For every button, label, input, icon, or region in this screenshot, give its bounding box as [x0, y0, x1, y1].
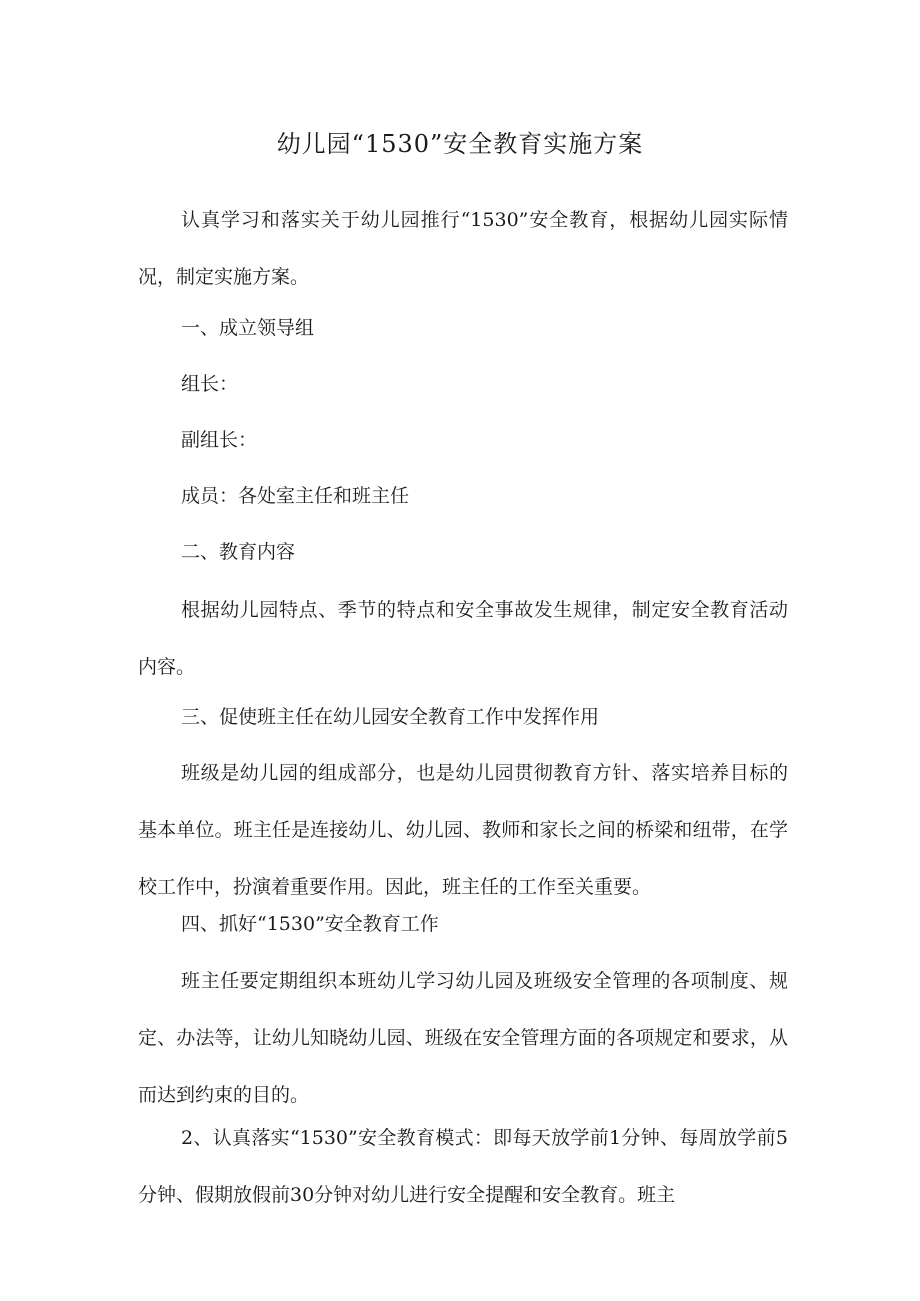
paragraph-class-role: 班级是幼儿园的组成部分，也是幼儿园贯彻教育方针、落实培养目标的基本单位。班主任是连接幼儿、幼儿园、教师和家长之间的桥梁和纽带，在学校工作中，扮演着重要作用。因此，班主任的工作至关重要。 [138, 762, 788, 898]
heading-section-4: 四、抓好“1530”安全教育工作 [181, 913, 439, 935]
paragraph-leader: 组长： [181, 373, 239, 395]
paragraph-intro: 认真学习和落实关于幼儿园推行“1530”安全教育，根据幼儿园实际情况，制定实施方案。 [138, 209, 788, 288]
paragraph-deputy-leader: 副组长： [181, 429, 258, 451]
paragraph-members: 成员：各处室主任和班主任 [181, 485, 410, 507]
heading-section-3: 三、促使班主任在幼儿园安全教育工作中发挥作用 [181, 706, 600, 728]
heading-section-2: 二、教育内容 [181, 541, 296, 563]
heading-section-1: 一、成立领导组 [181, 317, 315, 339]
document-title: 幼儿园“1530”安全教育实施方案 [276, 130, 644, 158]
paragraph-1530-mode: 2、认真落实“1530”安全教育模式：即每天放学前1分钟、每周放学前5分钟、假期放假前30分钟对幼儿进行安全提醒和安全教育。班主 [138, 1127, 788, 1206]
paragraph-education-content: 根据幼儿园特点、季节的特点和安全事故发生规律，制定安全教育活动内容。 [138, 599, 788, 678]
paragraph-regulations: 班主任要定期组织本班幼儿学习幼儿园及班级安全管理的各项制度、规定、办法等，让幼儿知晓幼儿园、班级在安全管理方面的各项规定和要求，从而达到约束的目的。 [138, 970, 788, 1106]
